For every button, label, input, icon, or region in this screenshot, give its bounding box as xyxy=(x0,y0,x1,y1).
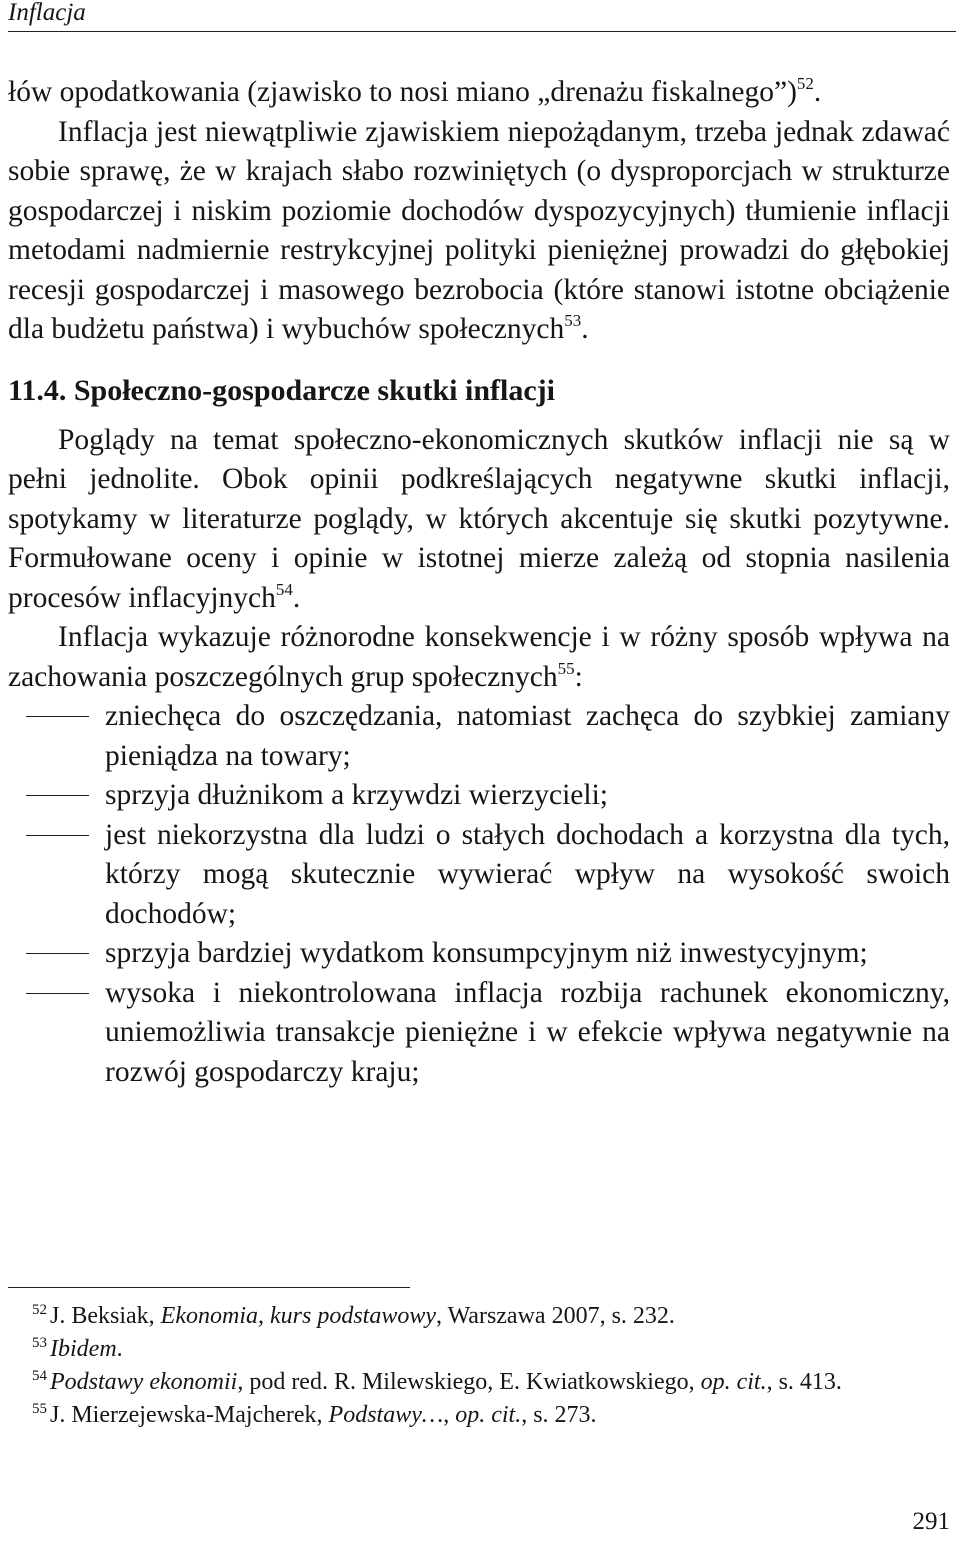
dash-bullet xyxy=(26,953,89,954)
footnote-text: J. Beksiak, xyxy=(50,1303,161,1329)
footnote-55: 55 J. Mierzejewska-Majcherek, Podstawy…, op. cit., s. 273. xyxy=(32,1401,597,1428)
list-item xyxy=(8,776,950,816)
list-item xyxy=(8,934,950,974)
footnote-title: Ekonomia, kurs podstawowy xyxy=(160,1303,436,1329)
footnote-53: 53 Ibidem. xyxy=(32,1335,123,1362)
paragraph-end: . xyxy=(813,76,822,108)
footnote-text: . xyxy=(116,1336,123,1362)
page-body xyxy=(8,73,950,1092)
list-item xyxy=(8,816,950,935)
paragraph-text: Inflacja jest niewątpliwie zjawiskiem niepożądanym, trzeba jednak zdawać sobie sprawę, że w krajach słabo rozwiniętych (o dysproporcjach w strukturze gospodarczej i niskim poziomie dochodów dyspozycyjnych) tłumienie inflacji metodami nadmiernie restrykcyjnej polityki pieniężnej prowadzi do głębokiej recesji gospodarczej i masowego bezrobocia (które stanowi istotne obciążenie dla budżetu państwa) i wybuchów społecznych xyxy=(8,115,950,345)
running-header: Inflacja xyxy=(8,0,86,26)
footnote-ref-55: 55 xyxy=(557,658,575,678)
paragraph-end: : xyxy=(574,660,583,693)
footnote-ref-54: 54 xyxy=(275,579,293,599)
dash-bullet xyxy=(26,993,89,994)
footnote-ref-52: 52 xyxy=(796,74,814,94)
paragraph-inflation-undesirable xyxy=(8,113,950,350)
footnote-text: J. Mierzejewska-Majcherek, xyxy=(50,1402,329,1428)
list-item xyxy=(8,974,950,1093)
footnote-text: , xyxy=(443,1402,456,1428)
footnote-text: , s. 273. xyxy=(521,1402,597,1428)
footnotes xyxy=(8,1300,950,1432)
list-item-text: sprzyja dłużnikom a krzywdzi wierzycieli; xyxy=(105,779,608,811)
list-item-text: wysoka i niekontrolowana inflacja rozbija rachunek ekonomiczny, uniemożliwia transakcje pieniężne i w efekcie wpływa negatywnie na rozwój gospodarczy kraju; xyxy=(105,976,950,1088)
footnote-52: 52 J. Beksiak, Ekonomia, kurs podstawowy, Warszawa 2007, s. 232. xyxy=(32,1302,675,1329)
list-item-text: jest niekorzystna dla ludzi o stałych dochodach a korzystna dla tych, którzy mogą skutecznie wywierać wpływ na wysokość swoich dochodów; xyxy=(105,818,950,930)
consequence-list xyxy=(8,697,950,1092)
footnote-title: Ibidem xyxy=(50,1336,117,1362)
footnote-text: , Warszawa 2007, s. 232. xyxy=(436,1303,675,1329)
header-rule xyxy=(8,31,956,32)
dash-bullet xyxy=(26,716,89,717)
footnote-rule xyxy=(8,1287,410,1288)
paragraph-end: . xyxy=(581,313,589,345)
paragraph-views xyxy=(8,421,950,619)
paragraph-consequences xyxy=(8,618,950,697)
footnote-title: Podstawy… xyxy=(328,1402,444,1428)
paragraph-text: Poglądy na temat społeczno-ekonomicznych skutków inflacji nie są w pełni jednolite. Obok opinii podkreślających negatywne skutki inflacji, spotykamy w literaturze poglądy, w których akcentuje się skutki pozytywne. Formułowane oceny i opinie w istotnej mierze zależą od stopnia nasilenia procesów inflacyjnych xyxy=(8,423,950,614)
list-item xyxy=(8,697,950,776)
page-number: 291 xyxy=(912,1508,950,1535)
section-heading: 11.4. Społeczno-gospodarcze skutki inflacji xyxy=(8,373,555,407)
footnote-54: 54 Podstawy ekonomii, pod red. R. Milewskiego, E. Kwiatkowskiego, op. cit., s. 413. xyxy=(32,1368,842,1395)
footnote-text: , pod red. R. Milewskiego, E. Kwiatkowskiego, xyxy=(237,1369,701,1395)
footnote-op-cit: op. cit. xyxy=(700,1369,767,1395)
footnote-title: Podstawy ekonomii xyxy=(50,1369,238,1395)
list-item-text: sprzyja bardziej wydatkom konsumpcyjnym niż inwestycyjnym; xyxy=(105,937,868,969)
dash-bullet xyxy=(26,795,89,796)
paragraph-continuation xyxy=(8,73,950,113)
footnote-text: , s. 413. xyxy=(766,1369,842,1395)
list-item-text: zniechęca do oszczędzania, natomiast zachęca do szybkiej zamiany pieniądza na towary; xyxy=(105,700,950,772)
footnote-ref-53: 53 xyxy=(564,311,582,331)
footnote-op-cit: op. cit. xyxy=(455,1402,522,1428)
paragraph-end: . xyxy=(292,581,301,614)
paragraph-text: Inflacja wykazuje różnorodne konsekwencje i w różny sposób wpływa na zachowania poszczególnych grup społecznych xyxy=(8,621,950,693)
dash-bullet xyxy=(26,835,89,836)
paragraph-text: łów opodatkowania (zjawisko to nosi miano „drenażu fiskalnego”) xyxy=(8,76,797,108)
